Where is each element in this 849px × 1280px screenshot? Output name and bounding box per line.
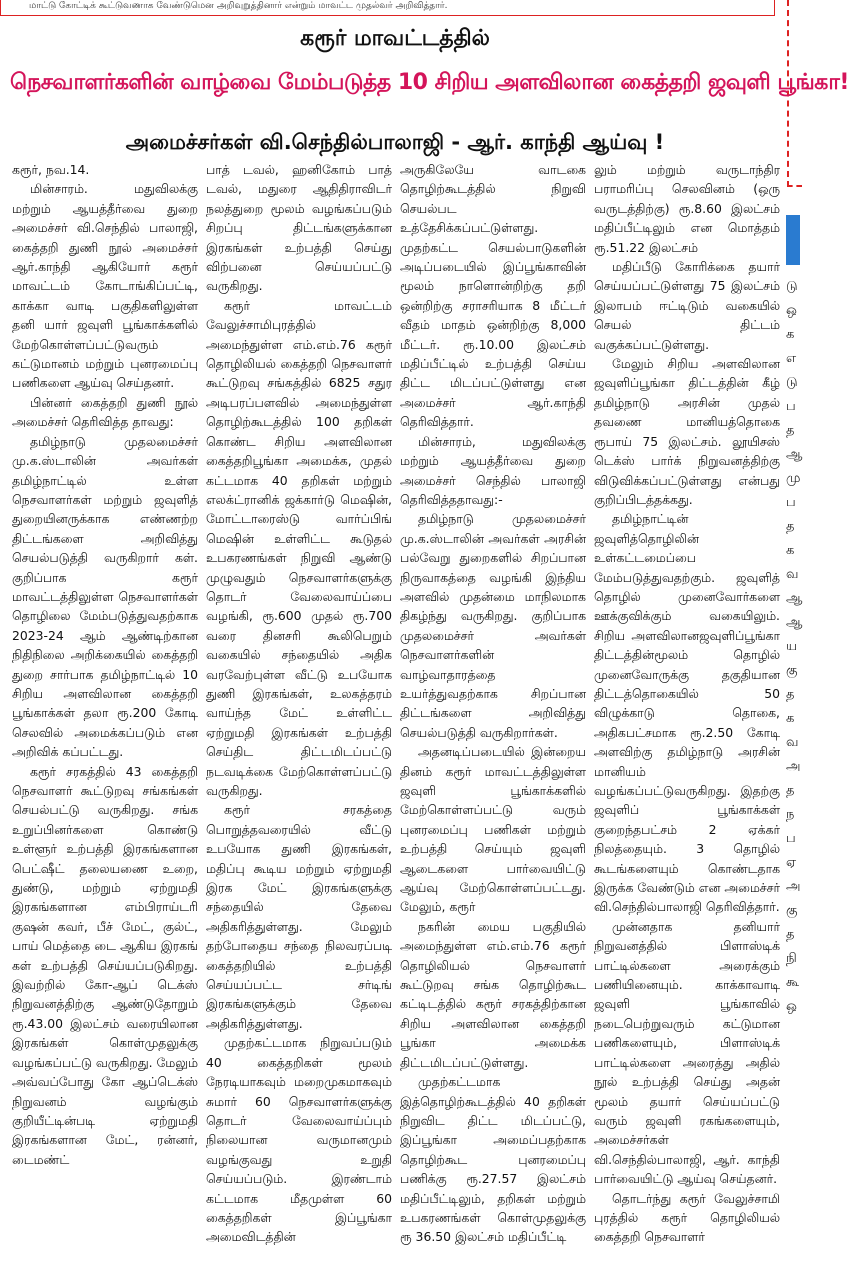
- edge-letter: கு: [786, 903, 798, 918]
- paragraph: நகரின் மைய பகுதியில் அமைந்துள்ள எம்.எம்.76 கரூர் தொழிலியல் நெசவாளர் கூட்டுறவு சங்க தொழிற்கூட கட்டிடத்தில் கரூர் சரகத்திற்கான சிறிய அளவிலான கைத்தறி பூங்கா அமைக்க திட்டமிடப்பட்டுள்ளது.: [400, 918, 586, 1070]
- column-4: [594, 160, 780, 1280]
- edge-letter: ய: [786, 639, 798, 654]
- adjacent-article-edge: [786, 215, 803, 1280]
- edge-letter: த: [786, 687, 795, 702]
- paragraph: பின்னர் கைத்தறி துணி நூல் அமைச்சர் தெரிவித்த தாவது:: [12, 394, 198, 430]
- edge-letter: த: [786, 783, 795, 798]
- edge-letter: க: [786, 711, 795, 726]
- edge-letter: டு: [786, 375, 798, 390]
- edge-letter: கூ: [786, 975, 800, 990]
- paragraph: அருகிலேயே வாடகை தொழிற்கூடத்தில் நிறுவி செயல்பட உத்தேசிக்கப்பட்டுள்ளது. முதற்கட்ட செயல்பாடுகளின் அடிப்படையில் இப்பூங்காவின் மூலம் நாளொன்றிற்கு தறி ஒன்றிற்கு சராசரியாக 8 மீட்டர் வீதம் மாதம் ஒன்றிற்கு 8,000 மீட்டர். ரூ.10.00 இலட்சம் மதிப்பீட்டில் உற்பத்தி செய்ய திட்ட மிடப்பட்டுள்ளது என அமைச்சர் ஆர்.காந்தி தெரிவித்தார்.: [400, 162, 586, 430]
- paragraph: கரூர், நவ.14.: [12, 162, 90, 177]
- edge-letter: நி: [786, 951, 797, 966]
- edge-letter: த: [786, 423, 795, 438]
- article-body: [12, 160, 782, 1280]
- edge-letter: ந: [786, 807, 795, 822]
- column-1: [12, 160, 198, 1280]
- edge-letter: ஒ: [786, 303, 797, 318]
- paragraph: கரூர் மாவட்டம் வேலுச்சாமிபுரத்தில் அமைந்துள்ள எம்.எம்.76 கரூர் தொழிலியல் கைத்தறி நெசவாளர் கூட்டுறவு சங்கத்தில் 6825 சதுர அடிபரப்பளவில் அமைந்துள்ள தொழிற்கூடத்தில் 100 தறிகள் கொண்ட சிறிய அளவிலான கைத்தறிபூங்கா அமைக்க, முதல் கட்டமாக 40 தறிகள் மற்றும் எலக்ட்ரானிக் ஜக்கார்டு மெஷின், மோட்டாரைஸ்டு வார்ப்பிங் மெஷின் உள்ளிட்ட கூடுதல் உபகரணங்கள் நிறுவி ஆண்டு முழுவதும் நெசவாளர்களுக்கு தொடர் வேலைவாய்ப்பை வழங்கி, ரூ.600 முதல் ரூ.700 வரை தினசரி கூலிபெறும் வகையில் சந்தையில் அதிக வரவேற்புள்ள வீட்டு உபயோக துணி இரகங்கள், உலகத்தரம் வாய்ந்த மேட் உள்ளிட்ட ஏற்றுமதி இரகங்கள் உற்பத்தி செய்திட திட்டமிடப்பட்டு நடவடிக்கை மேற்கொள்ளப்பட்டு வருகிறது.: [206, 297, 392, 798]
- paragraph: தமிழ்நாடு முதலமைச்சர் மு.க.ஸ்டாலின் அவர்கள் தமிழ்நாட்டில் உள்ள நெசவாளர்கள் மற்றும் ஜவுளித் துறையினருக்காக எண்ணற்ற திட்டங்களை அறிவித்து செயல்படுத்தி வருகிறார் கள். குறிப்பாக கரூர் மாவட்டத்திலுள்ள நெசவாளர்கள் தொழிலை மேம்படுத்துவதற்காக 2023-24 ஆம் ஆண்டிற்கான நிதிநிலை அறிக்கையில் கைத்தறி துறை சார்பாக தமிழ்நாட்டில் 10 சிறிய அளவிலான கைத்தறி பூங்காக்கள் தலா ரூ.200 கோடி செலவில் அமைக்கப்படும் என அறிவிக் கப்பட்டது.: [12, 433, 198, 760]
- edge-letter: ஆ: [786, 615, 803, 630]
- edge-letter: ஆ: [786, 447, 803, 462]
- paragraph: முதற்கட்டமாக இத்தொழிற்கூடத்தில் 40 தறிகள் நிறுவிட திட்ட மிடப்பட்டு, இப்பூங்கா அமைப்பதற்காக தொழிற்கூட புனரமைப்பு பணிக்கு ரூ.27.57 இலட்சம் மதிப்பீட்டிலும், தறிகள் மற்றும் உபகரணங்கள் கொள்முதலுக்கு ரூ 36.50 இலட்சம் மதிப்பீட்டி: [400, 1074, 586, 1245]
- edge-letter: எ: [786, 351, 797, 366]
- paragraph: கரூர் சரகத்தில் 43 கைத்தறி நெசவாளர் கூட்டுறவு சங்கங்கள் செயல்பட்டு வருகிறது. சங்க உறுப்பினர்களை கொண்டு உள்ளூர் உற்பத்தி இரகங்களான பெட்ஷீட் தலையணை உறை, துண்டு, மற்றும் ஏற்றுமதி இரகங்களான எம்பிராய்டரி குஷன் கவர், பீச் மேட், குல்ட், பாய் மெத்தை டை ஆகிய இரகங் கள் உற்பத்தி செய்யப்படுகிறது. இவற்றில் கோ-ஆப் டெக்ஸ் நிறுவனத்திற்கு ஆண்டுதோறும் ரூ.43.00 இலட்சம் வரையிலான இரகங்கள் கொள்முதலுக்கு வழங்கப்பட்டு வருகிறது. மேலும் அவ்வப்போது கோ ஆப்டெக்ஸ் நிறுவனம் வழங்கும் குறியீட்டின்படி ஏற்றுமதி இரகங்களான மேட், ரன்னர், டைமண்ட்: [12, 763, 198, 1167]
- edge-letter: ஆ: [786, 591, 803, 606]
- adjacent-article-bar: [786, 215, 800, 265]
- article-subhead: அமைச்சர்கள் வி.செந்தில்பாலாஜி - ஆர். காந்தி ஆய்வு !: [125, 130, 665, 154]
- paragraph: மதிப்பீடு கோரிக்கை தயார் செய்யப்பட்டுள்ளது 75 இலட்சம் இலாபம் ஈட்டிடும் வகையில் செயல் திட்டம் வகுக்கப்பட்டுள்ளது.: [594, 259, 780, 352]
- paragraph: தமிழ்நாட்டின் ஜவுளித்தொழிலின் உள்கட்டமைப்பை மேம்படுத்துவதற்கும். ஜவுளித் தொழில் முனைவோர்களை ஊக்குவிக்கும் வகையிலும். சிறிய அளவிலானஜவுளிப்பூங்கா திட்டத்தின்மூலம் தொழில் முனைவோருக்கு தகுதியான திட்டத்தொகையில் 50 விழுக்காடு தொகை, அதிகபட்சமாக ரூ.2.50 கோடி அளவிற்கு தமிழ்நாடு அரசின் மானியம் வழங்கப்பட்டுவருகிறது. இதற்கு ஜவுளிப் பூங்காக்கள் குறைந்தபட்சம் 2 ஏக்கர் நிலத்தையும். 3 தொழில் கூடங்களையும் கொண்டதாக இருக்க வேண்டும் என அமைச்சர் வி.செந்தில்பாலாஜி தெரிவித்தார்.: [594, 511, 780, 915]
- edge-letter: ப: [786, 495, 796, 510]
- paragraph: அதனடிப்படையில் இன்றைய தினம் கரூர் மாவட்டத்திலுள்ள ஜவுளி பூங்காக்களில் மேற்கொள்ளப்பட்டு வரும் புனரமைப்பு பணிகள் மற்றும் உற்பத்தி செய்யும் ஜவுளி ஆடைகளை பார்வையிட்டு ஆய்வு மேற்கொள்ளப்பட்டது. மேலும், கரூர்: [400, 744, 586, 915]
- edge-letter: ப: [786, 831, 796, 846]
- paragraph: முன்னதாக தனியார் நிறுவனத்தில் பிளாஸ்டிக் பாட்டில்களை அரைக்கும் பணியினையும். காக்காவாடி ஜவுளி பூங்காவில் நடைபெற்றுவரும் கட்டுமான பணிகளையும், பிளாஸ்டிக் பாட்டில்களை அரைத்து அதில் நூல் உற்பத்தி செய்து அதன் மூலம் தயார் செய்யப்பட்டு வரும் ஜவுளி ரகங்களையும், அமைச்சர்கள் வி.செந்தில்பாலாஜி, ஆர். காந்தி பார்வையிட்டு ஆய்வு செய்தனர்.: [594, 918, 780, 1187]
- paragraph: தமிழ்நாடு முதலமைச்சர் மு.க.ஸ்டாலின் அவர்கள் அரசின் பல்வேறு துறைகளில் சிறப்பான நிருவாகத்தை வழங்கி இந்திய அளவில் முதன்மை மாநிலமாக திகழ்ந்து வருகிறது. குறிப்பாக முதலமைச்சர் அவர்கள் நெசவாளர்களின் வாழ்வாதாரத்தை உயர்த்துவதற்காக சிறப்பான திட்டங்களை அறிவித்து செயல்படுத்தி வருகிறார்கள்.: [400, 511, 586, 740]
- edge-letter: ப: [786, 399, 796, 414]
- edge-letter: க: [786, 543, 795, 558]
- paragraph: தொடர்ந்து கரூர் வேலுச்சாமி புரத்தில் கரூர் தொழிலியல் கைத்தறி நெசவாளர்: [594, 1190, 780, 1245]
- edge-letter: ஒ: [786, 999, 797, 1014]
- paragraph: லும் மற்றும் வருடாந்திர பராமரிப்பு செலவினம் (ஒரு வருடத்திற்கு) ரூ.8.60 இலட்சம் மதிப்பீட்டிலும் என மொத்தம் ரூ.51.22 இலட்சம்: [594, 162, 780, 255]
- column-3: [400, 160, 586, 1280]
- edge-letter: அ: [786, 759, 801, 774]
- article-kicker: கரூர் மாவட்டத்தில்: [300, 26, 490, 51]
- edge-letter: க: [786, 327, 795, 342]
- paragraph: கரூர் சரகத்தை பொறுத்தவரையில் வீட்டு உபயோக துணி இரகங்கள், மதிப்பு கூடிய மற்றும் ஏற்றுமதி இரக மேட் இரகங்களுக்கு சந்தையில் தேவை அதிகரித்துள்ளது. மேலும் தற்போதைய சந்தை நிலவரப்படி கைத்தறியில் உற்பத்தி செய்யப்பட்ட சர்டிங் இரகங்களுக்கும் தேவை அதிகரித்துள்ளது.: [206, 802, 392, 1031]
- edge-letter: மு: [786, 471, 801, 486]
- edge-letter: கு: [786, 663, 798, 678]
- edge-letter: அ: [786, 879, 801, 894]
- paragraph: முதற்கட்டமாக நிறுவப்படும் 40 கைத்தறிகள் மூலம் நேரடியாகவும் மறைமுகமாகவும் சுமார் 60 நெசவாளர்களுக்கு தொடர் வேலைவாய்ப்பும் நிலையான வருமானமும் வழங்குவது உறுதி செய்யப்படும். இரண்டாம் கட்டமாக மீதமுள்ள 60 கைத்தறிகள் இப்பூங்கா அமைவிடத்தின்: [206, 1035, 392, 1245]
- column-2: [206, 160, 392, 1280]
- edge-letter: வ: [786, 567, 799, 582]
- edge-letter: ஏ: [786, 855, 797, 870]
- paragraph: மேலும் சிறிய அளவிலான ஜவுளிப்பூங்கா திட்டத்தின் கீழ் தமிழ்நாடு அரசின் முதல் தவணை மானியத்தொகை ரூபாய் 75 இலட்சம். லூயிசஸ் டெக்ஸ் பார்க் நிறுவனத்திற்கு விடுவிக்கப்பட்டுள்ளது என்பது குறிப்பிடத்தக்கது.: [594, 356, 780, 507]
- article-headline: நெசவாளர்களின் வாழ்வை மேம்படுத்த 10 சிறிய அளவிலான கைத்தறி ஜவுளி பூங்கா!: [10, 70, 849, 95]
- edge-letter: டு: [786, 279, 798, 294]
- paragraph: பாத் டவல், ஹனிகோம் பாத் டவல், மதுரை ஆதிதிராவிடர் நலத்துறை மூலம் வழங்கப்படும் சிறப்பு திட்டங்களுக்கான இரகங்கள் உற்பத்தி செய்து விற்பனை செய்யப்பட்டு வருகிறது.: [206, 162, 392, 294]
- top-strip-text: மாட்டு கோட்டிக் கூட்டுவணாக வேண்டுமென அறிவுறுத்தினார் என்றும் மாவட்ட முதல்வர் அறிவித்தார்.: [0, 0, 775, 16]
- paragraph: மின்சாரம், மதுவிலக்கு மற்றும் ஆயத்தீர்வை துறை அமைச்சர் செந்தில் பாலாஜி தெரிவித்ததாவது:-: [400, 433, 586, 507]
- edge-letter: த: [786, 927, 795, 942]
- paragraph: மின்சாரம். மதுவிலக்கு மற்றும் ஆயத்தீர்வை துறை அமைச்சர் வி.செந்தில் பாலாஜி, கைத்தறி துணி நூல் அமைச்சர் ஆர்.காந்தி ஆகியோர் கரூர் மாவட்டம் கோடாங்கிப்பட்டி, காக்கா வாடி பகுதிகளிலுள்ள தனி யார் ஜவுளி பூங்காக்களில் மேற்கொள்ளப்பட்டுவரும் கட்டுமானம் மற்றும் புனரமைப்பு பணிகளை ஆய்வு செய்தனர்.: [12, 181, 198, 391]
- edge-letter: வ: [786, 735, 799, 750]
- edge-letter: த: [786, 519, 795, 534]
